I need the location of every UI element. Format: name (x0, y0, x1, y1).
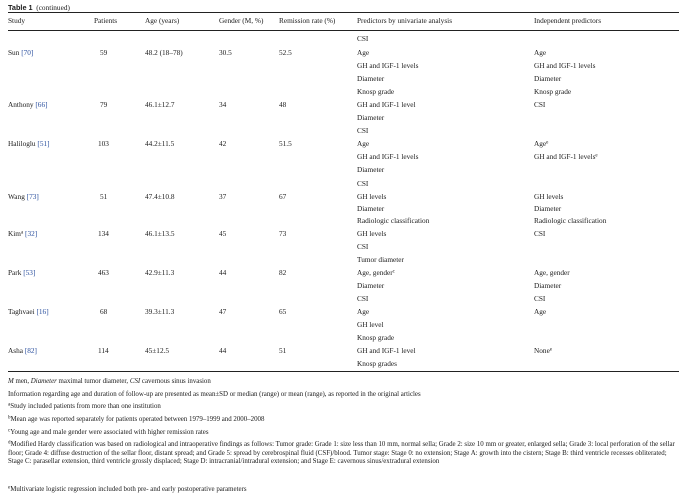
univariate-predictor: Diameter (357, 281, 385, 290)
independent-predictor: GH and IGF-1 levels (534, 61, 596, 70)
footnote-marker: e (546, 140, 549, 146)
abbreviations-note: M men, Diameter maximal tumor diameter, CSI cavernous sinus invasion (8, 378, 211, 385)
table-number: Table 1 (8, 3, 33, 12)
reference-link[interactable]: [82] (24, 346, 37, 355)
header-rule (8, 30, 679, 31)
univariate-predictor: Age (357, 139, 370, 148)
univariate-predictor: Knosp grades (357, 359, 397, 368)
age-value: 46.1±12.7 (145, 100, 175, 109)
independent-predictor: CSI (534, 100, 546, 109)
gender-value: 47 (219, 307, 227, 316)
footnote-a: $^a$Study included patients from more than one institution (8, 402, 161, 410)
independent-predictor: None$^e$ (534, 346, 553, 355)
reference-link[interactable]: [51] (37, 139, 50, 148)
univariate-predictor: GH and IGF-1 levels (357, 61, 419, 70)
age-value: 47.4±10.8 (145, 192, 175, 201)
reference-link[interactable]: [66] (35, 100, 48, 109)
age-value: 46.1±13.5 (145, 229, 175, 238)
patients-value: 463 (98, 268, 109, 277)
remission-value: 73 (279, 229, 287, 238)
univariate-predictor: Tumor diameter (357, 255, 404, 264)
age-value: 39.3±11.3 (145, 307, 175, 316)
reference-link[interactable]: [53] (23, 268, 36, 277)
independent-predictor: Age, gender (534, 268, 570, 277)
header-study: Study (8, 16, 26, 25)
independent-predictor: CSI (534, 229, 546, 238)
footnote-b: $^b$Mean age was reported separately for patients operated between 1979–1999 and 2000–2008 (8, 415, 265, 423)
study-name: Kim$^a$ [32] (8, 229, 38, 238)
independent-predictor: Age$^e$ (534, 139, 549, 148)
header-remission: Remission rate (%) (279, 16, 336, 25)
independent-predictor: GH levels (534, 192, 564, 201)
univariate-predictor: Knosp grade (357, 87, 395, 96)
gender-value: 42 (219, 139, 227, 148)
age-value: 42.9±11.3 (145, 268, 175, 277)
independent-predictor: Diameter (534, 281, 562, 290)
header-independent: Independent predictors (534, 16, 602, 25)
patients-value: 79 (100, 100, 108, 109)
independent-predictor: Age (534, 307, 547, 316)
footnote-marker: e (595, 153, 598, 159)
footnote-e: $^e$Multivariate logistic regression included both pre- and early postoperative parameters (8, 485, 247, 493)
patients-value: 51 (100, 192, 108, 201)
remission-value: 51.5 (279, 139, 292, 148)
univariate-predictor: GH levels (357, 229, 387, 238)
gender-value: 45 (219, 229, 227, 238)
footnote-marker: e (549, 347, 553, 353)
univariate-predictor: GH and IGF-1 level (357, 346, 416, 355)
independent-predictor: Age (534, 48, 547, 57)
patients-value: 68 (100, 307, 108, 316)
table-caption (8, 3, 70, 12)
reference-link[interactable]: [70] (21, 48, 34, 57)
age-value: 45±12.5 (145, 346, 170, 355)
univariate-predictor: GH level (357, 320, 384, 329)
independent-predictor: GH and IGF-1 levels$^e$ (534, 152, 598, 161)
footnote-c: $^c$Young age and male gender were associated with higher remission rates (8, 428, 209, 436)
study-name: Park [53] (8, 268, 36, 277)
univariate-predictor: CSI (357, 126, 369, 135)
reference-link[interactable]: [73] (26, 192, 39, 201)
univariate-predictor: Diameter (357, 165, 385, 174)
reference-link[interactable]: [32] (25, 229, 38, 238)
univariate-predictor: Radiologic classification (357, 216, 430, 225)
header-univariate: Predictors by univariate analysis (357, 16, 453, 25)
univariate-predictor: Knosp grade (357, 333, 395, 342)
remission-value: 48 (279, 100, 287, 109)
univariate-predictor: GH and IGF-1 levels (357, 152, 419, 161)
gender-value: 30.5 (219, 48, 232, 57)
univariate-predictor: Age (357, 307, 370, 316)
independent-predictor: Knosp grade (534, 87, 572, 96)
study-name: Wang [73] (8, 192, 39, 201)
remission-value: 65 (279, 307, 287, 316)
univariate-predictor: CSI (357, 294, 369, 303)
independent-predictor: Radiologic classification (534, 216, 607, 225)
study-name: Asha [82] (8, 346, 37, 355)
patients-value: 103 (98, 139, 109, 148)
patients-value: 114 (98, 346, 109, 355)
age-value: 48.2 (18–78) (145, 48, 183, 57)
age-value: 44.2±11.5 (145, 139, 175, 148)
univariate-predictor: GH and IGF-1 level (357, 100, 416, 109)
gender-value: 34 (219, 100, 227, 109)
univariate-predictor: Age (357, 48, 370, 57)
info-note: Information regarding age and duration of follow-up are presented as mean±SD or median (range) or mean (range), as reported in the original articles (8, 391, 421, 398)
table-continued: (continued) (36, 3, 70, 12)
independent-predictor: Diameter (534, 74, 562, 83)
univariate-predictor: GH levels (357, 192, 387, 201)
patients-value: 59 (100, 48, 108, 57)
univariate-predictor: Diameter (357, 74, 385, 83)
study-name: Sun [70] (8, 48, 34, 57)
remission-value: 82 (279, 268, 287, 277)
patients-value: 134 (98, 229, 109, 238)
remission-value: 51 (279, 346, 287, 355)
reference-link[interactable]: [16] (36, 307, 49, 316)
independent-predictor: CSI (534, 294, 546, 303)
univariate-predictor: CSI (357, 179, 369, 188)
gender-value: 44 (219, 268, 227, 277)
remission-value: 67 (279, 192, 287, 201)
bottom-rule (8, 371, 679, 372)
gender-value: 37 (219, 192, 227, 201)
univariate-predictor: Diameter (357, 204, 385, 213)
univariate-predictor: Age, gender$^c$ (357, 268, 395, 277)
univariate-predictor: CSI (357, 242, 369, 251)
footnote-marker: c (392, 269, 395, 275)
footnote-marker: a (20, 230, 24, 236)
remission-value: 52.5 (279, 48, 292, 57)
top-rule (8, 12, 679, 13)
footnote-d: $^d$Modified Hardy classification was based on radiological and intraoperative findings as follows: Tumor grade: Grade 1: size less than 10 mm, normal sella; Grade 2: size 10 mm or greater, enlarged sella; Grade 3: local perforation of the sellar floor; Grade 4: diffuse destruction of the sellar floor, distant spread; and Grade 5: spread by cerebrospinal fluid (CSF)/blood. Tumor stage: Stage 0: no extension; Stage A: growth into the cistern; Stage B: third ventricle recesses obliterated; Stage C: parasellar extension, third ventricle grossly displaced; Stage D: intracranial/intradural extension; and Stage E: cavernous sinus/extradural extension (8, 440, 675, 466)
header-age: Age (years) (145, 16, 180, 25)
gender-value: 44 (219, 346, 227, 355)
univariate-predictor: Diameter (357, 113, 385, 122)
header-gender: Gender (M, %) (219, 16, 264, 25)
header-patients: Patients (94, 16, 118, 25)
study-name: Haliloglu [51] (8, 139, 50, 148)
study-name: Taghvaei [16] (8, 307, 49, 316)
study-name: Anthony [66] (8, 100, 48, 109)
independent-predictor: Diameter (534, 204, 562, 213)
univariate-predictor: CSI (357, 34, 369, 43)
